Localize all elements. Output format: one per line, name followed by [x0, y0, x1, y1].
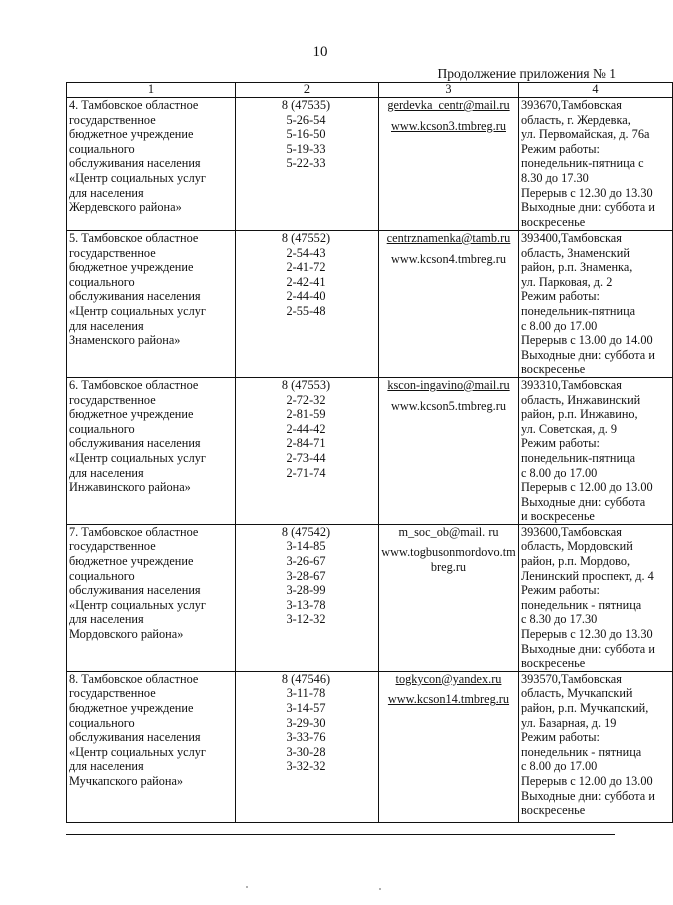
phone-number: 2-55-48: [286, 303, 326, 318]
organization-line: бюджетное учреждение: [69, 554, 194, 569]
continuation-label: Продолжение приложения № 1: [437, 66, 616, 81]
organization-cell: [67, 671, 236, 822]
table-row: [67, 377, 673, 524]
address-line: с 8.00 до 17.00: [521, 318, 598, 333]
organization-line: «Центр социальных услуг: [69, 597, 206, 612]
address-line: с 8.00 до 17.00: [521, 465, 598, 480]
address-line: воскресенье: [521, 214, 586, 229]
address-line: район, р.п. Мордово,: [521, 554, 631, 569]
organization-line: бюджетное учреждение: [69, 407, 194, 422]
organization-line: Инжавинского района»: [69, 480, 191, 495]
address-line: ул. Базарная, д. 19: [521, 715, 617, 730]
organization-line: 8. Тамбовское областное: [69, 671, 199, 686]
address-line: Перерыв с 12.30 до 13.30: [521, 185, 653, 200]
organization-cell: [67, 377, 236, 524]
address-line: Выходные дни: суббота и: [521, 788, 655, 803]
page-number: 10: [312, 44, 328, 60]
website-link[interactable]: www.kcson3.tmbreg.ru: [391, 118, 506, 133]
address-line: Выходные дни: суббота и: [521, 347, 655, 362]
phone-number: 3-12-32: [286, 612, 326, 627]
address-line: воскресенье: [521, 362, 586, 377]
column-header-4: 4: [519, 83, 673, 98]
phone-number: 3-26-67: [286, 554, 326, 569]
organization-line: «Центр социальных услуг: [69, 303, 206, 318]
contact-cell: [379, 231, 519, 378]
scan-speck: [246, 886, 248, 888]
organization-line: «Центр социальных услуг: [69, 744, 206, 759]
phone-number: 3-32-32: [286, 759, 326, 774]
phone-number: 3-33-76: [286, 730, 326, 745]
address-line: ул. Советская, д. 9: [521, 421, 618, 436]
website-link[interactable]: www.kcson4.tmbreg.ru: [391, 251, 506, 266]
address-line: 393310,Тамбовская: [521, 377, 622, 392]
organization-line: Мордовского района»: [69, 627, 184, 642]
phone-number: 8 (47553): [281, 377, 331, 392]
phone-number: 8 (47546): [281, 671, 331, 686]
phone-number: 3-30-28: [286, 744, 326, 759]
phone-number: 8 (47535): [281, 98, 331, 112]
organization-cell: [67, 98, 236, 231]
address-line: 8.30 до 17.30: [521, 170, 589, 185]
phone-number: 2-44-40: [286, 289, 326, 304]
phone-number: 3-14-57: [286, 701, 326, 715]
address-line: Перерыв с 12.00 до 13.00: [521, 773, 653, 788]
organization-line: бюджетное учреждение: [69, 260, 194, 275]
address-line: область, г. Жердевка,: [521, 112, 631, 127]
address-line: Режим работы:: [521, 583, 600, 598]
organization-line: государственное: [69, 686, 156, 701]
contact-cell: [379, 671, 519, 822]
email-link[interactable]: m_soc_ob@mail. ru: [398, 524, 499, 539]
address-cell: [519, 377, 673, 524]
organization-line: социального: [69, 141, 135, 156]
phone-cell: [236, 98, 379, 231]
address-line: понедельник - пятница: [521, 744, 642, 759]
phone-cell: [236, 524, 379, 671]
address-line: область, Мордовский: [521, 539, 633, 554]
phone-number: 8 (47552): [281, 231, 331, 245]
address-line: Перерыв с 12.00 до 13.00: [521, 480, 653, 495]
organization-line: бюджетное учреждение: [69, 127, 194, 142]
address-line: Выходные дни: суббота и: [521, 200, 655, 215]
organization-line: государственное: [69, 539, 156, 554]
organization-line: «Центр социальных услуг: [69, 170, 206, 185]
phone-number: 5-22-33: [286, 156, 326, 171]
organization-line: социального: [69, 421, 135, 436]
organization-line: обслуживания населения: [69, 436, 201, 451]
address-line: Выходные дни: суббота: [521, 494, 646, 509]
phone-cell: [236, 377, 379, 524]
phone-number: 2-73-44: [286, 450, 326, 465]
organization-line: социального: [69, 568, 135, 583]
address-line: понедельник-пятница: [521, 303, 636, 318]
organization-line: для населения: [69, 759, 144, 774]
address-line: понедельник-пятница: [521, 450, 636, 465]
contact-cell: [379, 524, 519, 671]
address-line: 393400,Тамбовская: [521, 231, 622, 245]
organization-line: государственное: [69, 392, 156, 407]
organization-line: для населения: [69, 465, 144, 480]
phone-number: 2-84-71: [286, 436, 326, 451]
email-link[interactable]: togkycon@yandex.ru: [395, 671, 502, 686]
organization-line: обслуживания населения: [69, 730, 201, 745]
bottom-rule: [66, 834, 615, 835]
column-header-1: 1: [67, 83, 236, 98]
address-line: область, Инжавинский: [521, 392, 641, 407]
organization-line: Мучкапского района»: [69, 773, 184, 788]
address-line: с 8.00 до 17.00: [521, 759, 598, 774]
website-link[interactable]: www.kcson5.tmbreg.ru: [391, 398, 506, 413]
website-link[interactable]: www.kcson14.tmbreg.ru: [387, 692, 510, 707]
address-line: Режим работы:: [521, 730, 600, 745]
phone-number: 3-13-78: [286, 597, 326, 612]
table-row: [67, 671, 673, 822]
address-line: район, р.п. Знаменка,: [521, 260, 633, 275]
contact-cell: [379, 98, 519, 231]
address-line: с 8.30 до 17.30: [521, 612, 598, 627]
organization-line: 5. Тамбовское областное: [69, 231, 199, 245]
organization-line: государственное: [69, 245, 156, 260]
phone-number: 5-16-50: [286, 127, 326, 142]
address-line: район, р.п. Инжавино,: [521, 407, 638, 422]
phone-number: 8 (47542): [281, 524, 331, 539]
organization-line: для населения: [69, 612, 144, 627]
address-line: Ленинский проспект, д. 4: [521, 568, 654, 583]
phone-number: 5-19-33: [286, 141, 326, 156]
address-line: Выходные дни: суббота и: [521, 641, 655, 656]
address-line: ул. Первомайская, д. 76а: [521, 127, 650, 142]
organization-cell: [67, 524, 236, 671]
table-row: [67, 98, 673, 231]
organization-line: для населения: [69, 185, 144, 200]
header-row: [67, 83, 673, 98]
phone-number: 2-54-43: [286, 245, 326, 260]
address-line: 393570,Тамбовская: [521, 671, 622, 686]
phone-number: 3-14-85: [286, 539, 326, 554]
address-line: Режим работы:: [521, 436, 600, 451]
address-line: область, Знаменский: [521, 245, 630, 260]
address-line: 393600,Тамбовская: [521, 524, 622, 539]
organization-line: обслуживания населения: [69, 156, 201, 171]
phone-number: 2-44-42: [286, 421, 326, 436]
website-link[interactable]: www.togbusonmordovo.tmbreg.ru: [381, 545, 516, 575]
organization-line: государственное: [69, 112, 156, 127]
table-row: [67, 524, 673, 671]
address-line: ул. Парковая, д. 2: [521, 274, 613, 289]
phone-cell: [236, 671, 379, 822]
table-row: [67, 231, 673, 378]
column-header-2: 2: [236, 83, 379, 98]
phone-number: 5-26-54: [286, 112, 326, 127]
phone-number: 3-28-67: [286, 568, 326, 583]
organization-line: 7. Тамбовское областное: [69, 524, 199, 539]
organization-line: «Центр социальных услуг: [69, 450, 206, 465]
address-line: Режим работы:: [521, 289, 600, 304]
address-line: и воскресенье: [521, 509, 595, 524]
address-line: Перерыв с 12.30 до 13.30: [521, 627, 653, 642]
email-link[interactable]: centrznamenka@tamb.ru: [386, 231, 511, 245]
address-line: Перерыв с 13.00 до 14.00: [521, 333, 653, 348]
address-line: воскресенье: [521, 803, 586, 818]
email-link[interactable]: gerdevka_centr@mail.ru: [387, 98, 510, 112]
address-line: понедельник - пятница: [521, 597, 642, 612]
address-cell: [519, 231, 673, 378]
phone-number: 2-42-41: [286, 274, 326, 289]
organization-line: социального: [69, 715, 135, 730]
column-header-3: 3: [379, 83, 519, 98]
organization-line: 6. Тамбовское областное: [69, 377, 199, 392]
organization-line: Жердевского района»: [69, 200, 182, 215]
phone-number: 2-72-32: [286, 392, 326, 407]
organization-line: обслуживания населения: [69, 289, 201, 304]
institutions-table: [66, 82, 673, 823]
phone-number: 3-29-30: [286, 715, 326, 730]
organization-line: для населения: [69, 318, 144, 333]
phone-cell: [236, 231, 379, 378]
contact-cell: [379, 377, 519, 524]
address-line: 393670,Тамбовская: [521, 98, 622, 112]
address-cell: [519, 524, 673, 671]
phone-number: 2-81-59: [286, 407, 326, 422]
organization-line: Знаменского района»: [69, 333, 181, 348]
email-link[interactable]: kscon-ingavino@mail.ru: [387, 377, 510, 392]
organization-line: социального: [69, 274, 135, 289]
address-line: Режим работы:: [521, 141, 600, 156]
organization-line: 4. Тамбовское областное: [69, 98, 199, 112]
phone-number: 3-11-78: [286, 686, 326, 701]
phone-number: 2-71-74: [286, 465, 326, 480]
address-line: понедельник-пятница с: [521, 156, 644, 171]
scan-speck: [379, 888, 381, 890]
phone-number: 2-41-72: [286, 260, 326, 275]
address-cell: [519, 98, 673, 231]
address-line: воскресенье: [521, 656, 586, 671]
address-line: область, Мучкапский: [521, 686, 633, 701]
organization-line: обслуживания населения: [69, 583, 201, 598]
phone-number: 3-28-99: [286, 583, 326, 598]
address-cell: [519, 671, 673, 822]
address-line: район, р.п. Мучкапский,: [521, 701, 649, 715]
organization-cell: [67, 231, 236, 378]
organization-line: бюджетное учреждение: [69, 701, 194, 715]
